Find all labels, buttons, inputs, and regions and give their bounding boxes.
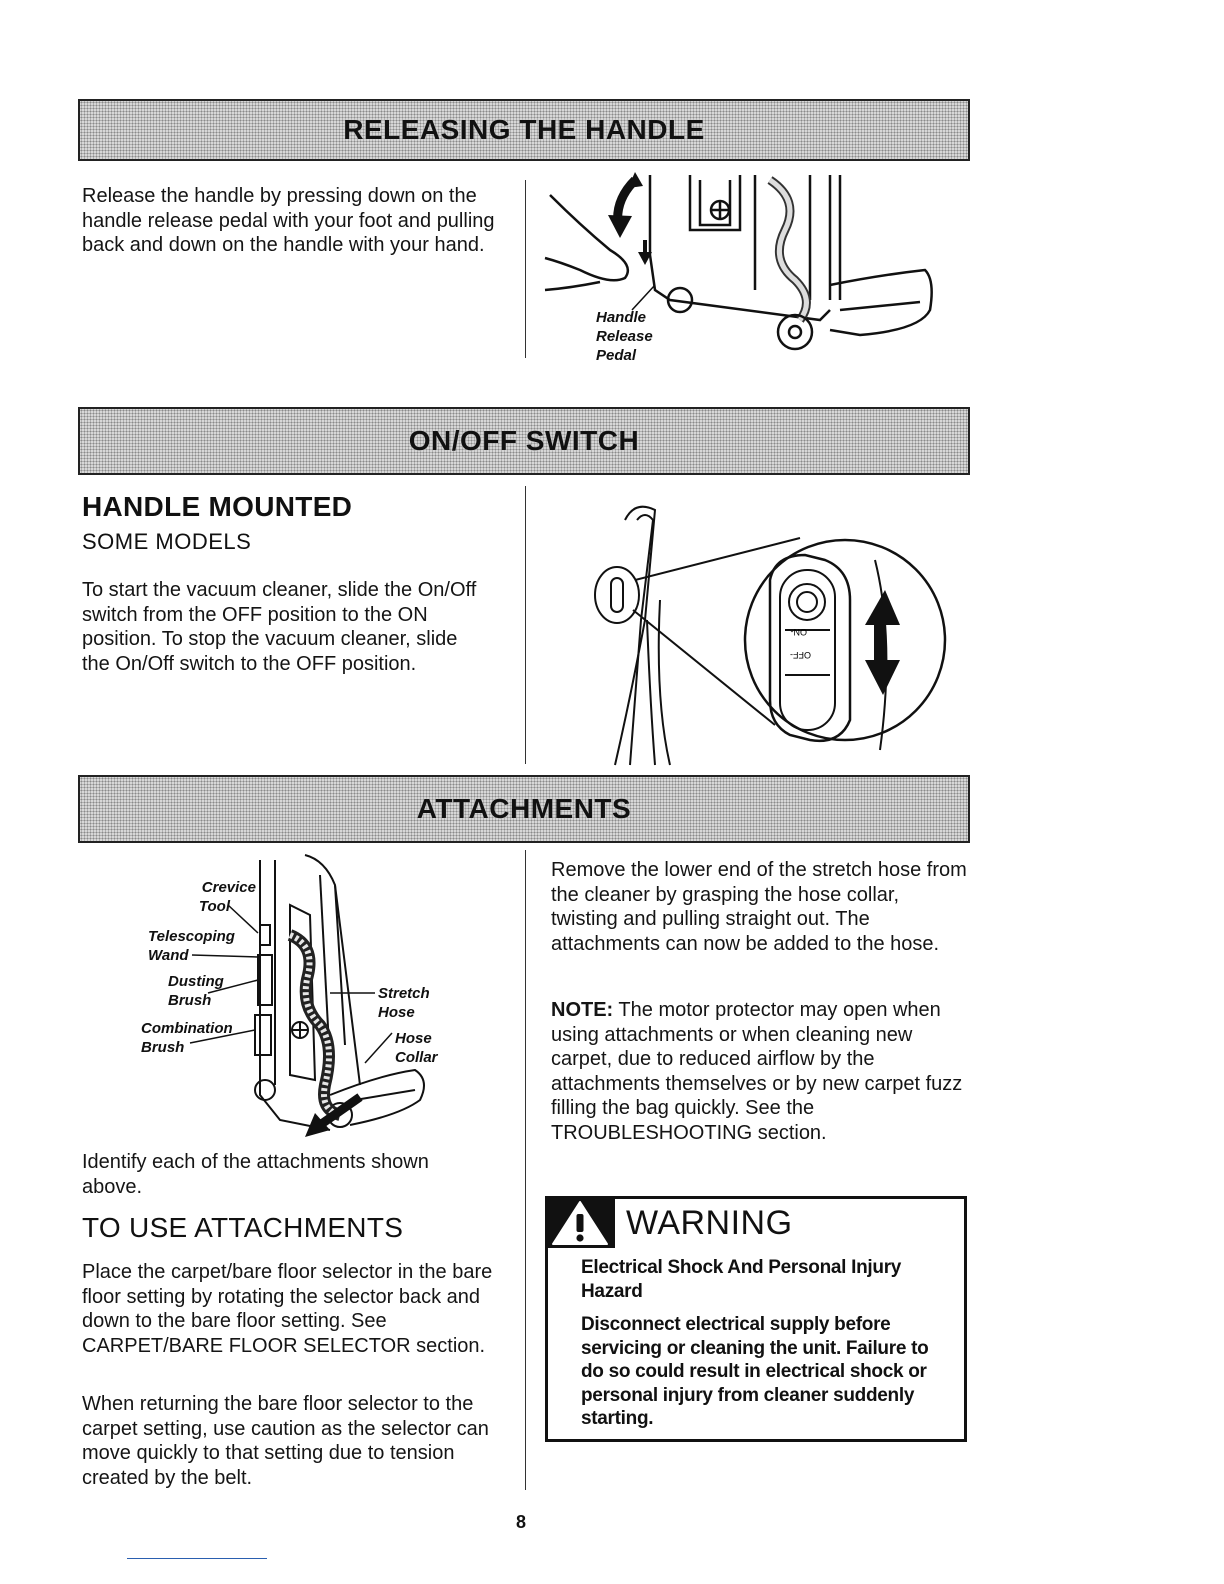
banner-releasing-handle xyxy=(78,99,970,161)
crevice-tool-label xyxy=(194,878,256,916)
label-line: Stretch xyxy=(378,985,430,1002)
handle-mounted-heading: HANDLE MOUNTED xyxy=(82,491,353,522)
label-line: Telescoping xyxy=(148,928,235,945)
dusting-brush-label xyxy=(168,972,224,1010)
switch-off-mark: OFF- xyxy=(790,650,811,660)
remove-hose-text: Remove the lower end of the stretch hose from the cleaner by grasping the hose collar, twisting and pulling straight out. The attachments can now be added to the hose. xyxy=(551,859,967,955)
label-line: Dusting xyxy=(168,973,224,990)
label-line: Brush xyxy=(141,1039,185,1056)
label-line: Crevice xyxy=(201,879,256,896)
label-line: Collar xyxy=(395,1049,438,1066)
warning-title: WARNING xyxy=(626,1204,793,1242)
banner-on-off-switch xyxy=(78,407,970,475)
warning-instruction: Disconnect electrical supply before servicing or cleaning the unit. Failure to do so could result in electrical shock or personal injury from cleaner suddenly starting. xyxy=(581,1314,929,1429)
combination-brush-label xyxy=(141,1019,233,1057)
identify-attachments-text: Identify each of the attachments shown above. xyxy=(82,1151,429,1198)
banner-attachments xyxy=(78,775,970,843)
release-instructions: Release the handle by pressing down on the handle release pedal with your foot and pulling back and down on the handle with your hand. xyxy=(82,185,495,256)
label-line: Combination xyxy=(141,1020,233,1037)
column-divider xyxy=(525,180,526,358)
label-line: Wand xyxy=(148,947,189,964)
telescoping-wand-label xyxy=(148,927,235,965)
label-line: Hose xyxy=(378,1004,415,1021)
section-title-releasing-handle: RELEASING THE HANDLE xyxy=(343,114,705,145)
switch-on-mark: ON- xyxy=(790,627,807,637)
label-line: Tool xyxy=(198,898,230,915)
warning-hazard: Electrical Shock And Personal Injury Hazard xyxy=(581,1257,902,1302)
column-divider xyxy=(525,850,526,1490)
handle-release-pedal-label xyxy=(596,308,653,365)
note-text: The motor protector may open when using attachments or when cleaning new carpet, due to reduced airflow by the attachments themselves or by new carpet fuzz filling the bag quickly. See the TROUBLESHOOTING section. xyxy=(551,999,963,1144)
note-paragraph xyxy=(551,998,969,1145)
label-line: Brush xyxy=(168,992,212,1009)
page-number: 8 xyxy=(516,1512,527,1532)
hose-collar-label xyxy=(395,1029,438,1067)
stretch-hose-label xyxy=(378,984,430,1022)
column-divider xyxy=(525,486,526,764)
note-label: NOTE: xyxy=(551,999,614,1021)
to-use-attachments-para-2: When returning the bare floor selector to the carpet setting, use caution as the selector can move quickly to that setting due to tension created by the belt. xyxy=(82,1393,489,1489)
label-line: Handle xyxy=(596,309,647,326)
label-line: Release xyxy=(596,328,653,345)
on-off-switch-illustration xyxy=(575,500,955,770)
warning-triangle-icon xyxy=(549,1198,611,1248)
some-models-subheading: SOME MODELS xyxy=(82,529,252,554)
switch-instructions: To start the vacuum cleaner, slide the On/Off switch from the OFF position to the ON position. To stop the vacuum cleaner, slide the On/Off switch to the OFF position. xyxy=(82,579,477,675)
label-line: Hose xyxy=(395,1030,432,1047)
to-use-attachments-para-1: Place the carpet/bare floor selector in the bare floor setting by rotating the selector back and down to the bare floor setting. See CARPET/BARE FLOOR SELECTOR section. xyxy=(82,1261,493,1357)
section-title-attachments: ATTACHMENTS xyxy=(416,793,632,824)
footer-line xyxy=(127,1558,267,1559)
section-title-on-off-switch: ON/OFF SWITCH xyxy=(408,425,640,456)
to-use-attachments-heading: TO USE ATTACHMENTS xyxy=(82,1212,404,1243)
label-line: Pedal xyxy=(596,347,637,364)
